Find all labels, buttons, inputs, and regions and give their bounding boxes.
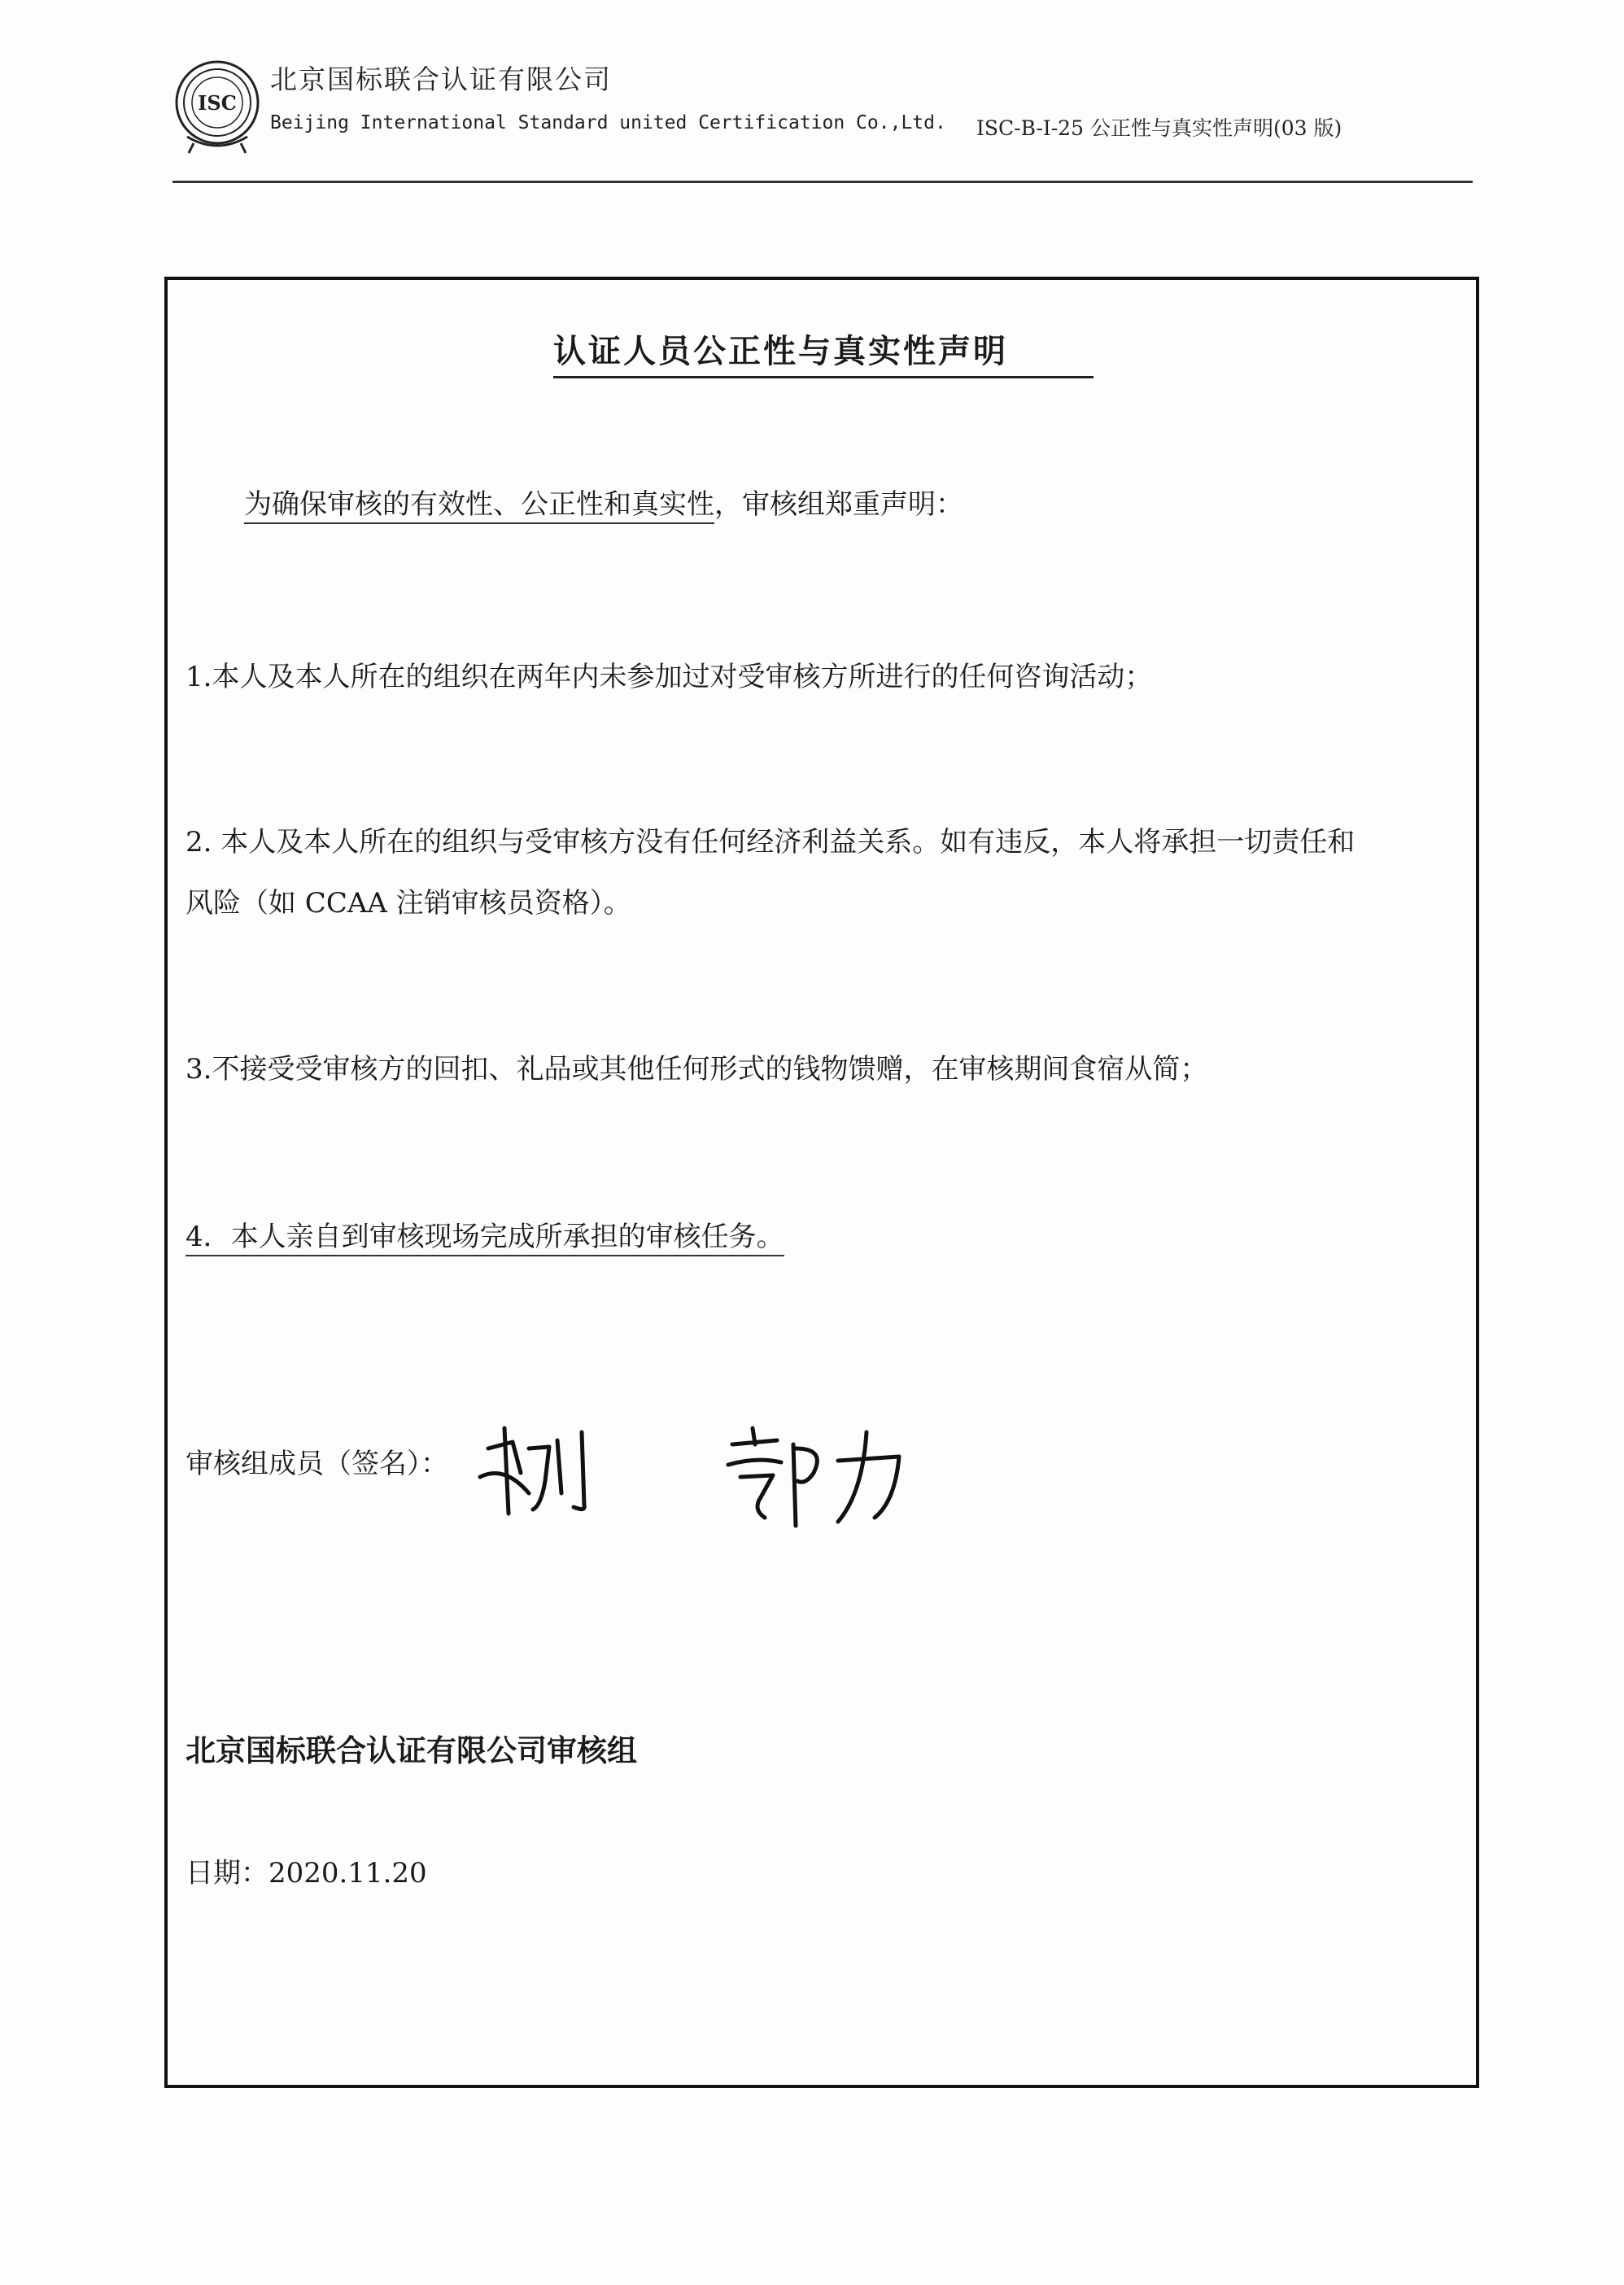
company-name-en: Beijing International Standard united Certification Co.,Ltd. [270,112,946,133]
clause-4-line [186,1219,784,1255]
intro-rest: ，审核组郑重声明： [714,488,963,521]
intro-underlined: 为确保审核的有效性、公正性和真实性 [244,488,714,524]
isc-logo-icon [172,55,262,157]
letterhead [0,0,1624,187]
document-title: 认证人员公正性与真实性声明 [553,333,1008,370]
signature-1 [472,1416,610,1522]
svg-text:ISC: ISC [198,91,237,115]
clause-2-line-1: 2. 本人及本人所在的组织与受审核方没有任何经济利益关系。如有违反，本人将承担一切责任和 [186,826,1356,859]
clause-2-line-2: 风险（如 CCAA 注销审核员资格）。 [186,887,631,920]
title-underline [553,376,1094,378]
organization-line: 北京国标联合认证有限公司审核组 [186,1733,637,1768]
date-line: 日期：2020.11.20 [186,1857,427,1890]
document-code: ISC-B-I-25 公正性与真实性声明(03 版) [976,116,1342,140]
intro-paragraph [244,487,963,522]
clause-1: 1.本人及本人所在的组织在两年内未参加过对受审核方所进行的任何咨询活动； [186,661,1153,693]
declaration-frame [164,277,1479,2088]
clause-3: 3.不接受受审核方的回扣、礼品或其他任何形式的钱物馈赠，在审核期间食宿从简； [186,1053,1208,1086]
company-name-cn: 北京国标联合认证有限公司 [270,63,612,95]
signature-label: 审核组成员（签名）： [186,1448,448,1480]
header-divider [172,181,1473,183]
signature-2 [716,1420,911,1534]
clause-4: 4．本人亲自到审核现场完成所承担的审核任务。 [186,1221,784,1256]
